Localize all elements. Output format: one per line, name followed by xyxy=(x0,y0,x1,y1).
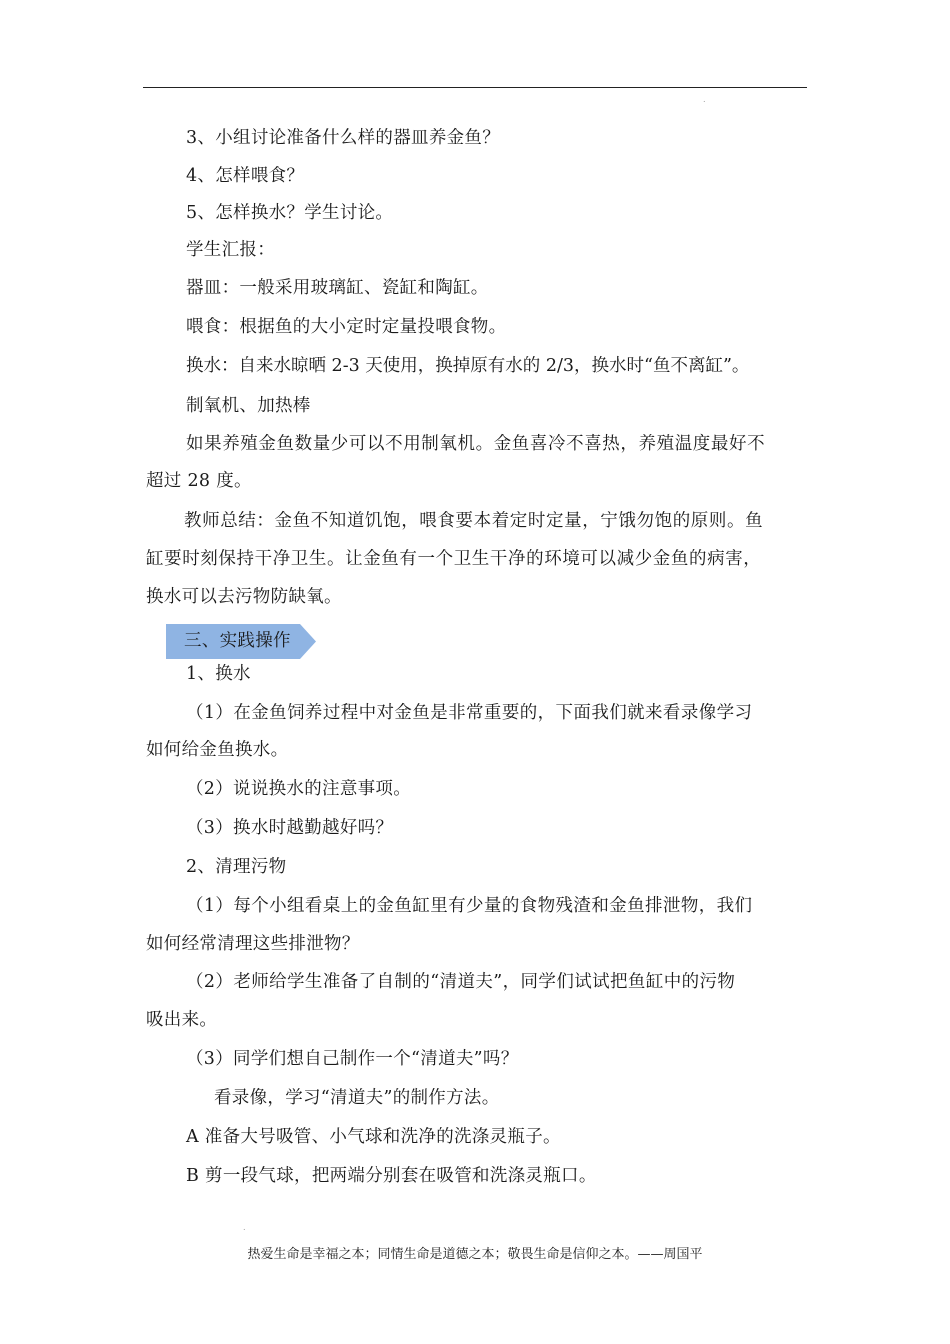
text-line: 4、怎样喂食？ xyxy=(186,166,305,186)
text-line: 如何给金鱼换水。 xyxy=(146,740,289,760)
text-line: 1、换水 xyxy=(186,664,251,684)
text-line: （3）换水时越勤越好吗？ xyxy=(186,818,394,838)
header-dot: . xyxy=(703,95,706,104)
text-line: 换水：自来水晾晒 2-3 天使用，换掉原有水的 2/3，换水时“鱼不离缸”。 xyxy=(186,356,750,376)
text-line: 3、小组讨论准备什么样的器皿养金鱼？ xyxy=(186,128,501,148)
text-line: 吸出来。 xyxy=(146,1010,218,1030)
header-rule xyxy=(143,87,807,88)
footer-dot: . xyxy=(243,1223,246,1232)
text-line: 5、怎样换水？学生讨论。 xyxy=(186,203,394,223)
text-line: 超过 28 度。 xyxy=(146,471,252,491)
text-line: 如果养殖金鱼数量少可以不用制氧机。金鱼喜冷不喜热，养殖温度最好不 xyxy=(186,434,766,454)
text-line: 换水可以去污物防缺氧。 xyxy=(146,587,342,607)
text-line: 如何经常清理这些排泄物？ xyxy=(146,934,360,954)
text-line: 缸要时刻保持干净卫生。让金鱼有一个卫生干净的环境可以减少金鱼的病害， xyxy=(146,549,762,569)
footer-quote: 热爱生命是幸福之本；同情生命是道德之本；敬畏生命是信仰之本。——周国平 xyxy=(247,1247,703,1262)
text-line: 学生汇报： xyxy=(186,240,275,260)
text-line: B 剪一段气球，把两端分别套在吸管和洗涤灵瓶口。 xyxy=(186,1166,597,1186)
text-line: 喂食：根据鱼的大小定时定量投喂食物。 xyxy=(186,317,507,337)
text-line: 看录像，学习“清道夫”的制作方法。 xyxy=(214,1088,500,1108)
text-line: 教师总结：金鱼不知道饥饱，喂食要本着定时定量，宁饿勿饱的原则。鱼 xyxy=(184,511,764,531)
text-line: A 准备大号吸管、小气球和洗净的洗涤灵瓶子。 xyxy=(186,1127,561,1147)
text-line: （2）说说换水的注意事项。 xyxy=(186,779,412,799)
text-line: （3）同学们想自己制作一个“清道夫”吗？ xyxy=(186,1049,519,1069)
section-heading: 三、实践操作 xyxy=(184,631,291,651)
text-line: （1）每个小组看桌上的金鱼缸里有少量的食物残渣和金鱼排泄物，我们 xyxy=(186,896,753,916)
text-line: （2）老师给学生准备了自制的“清道夫”，同学们试试把鱼缸中的污物 xyxy=(186,972,736,992)
text-line: 器皿：一般采用玻璃缸、瓷缸和陶缸。 xyxy=(186,278,489,298)
text-line: （1）在金鱼饲养过程中对金鱼是非常重要的，下面我们就来看录像学习 xyxy=(186,703,753,723)
text-line: 2、清理污物 xyxy=(186,857,287,877)
text-line: 制氧机、加热棒 xyxy=(186,396,311,416)
